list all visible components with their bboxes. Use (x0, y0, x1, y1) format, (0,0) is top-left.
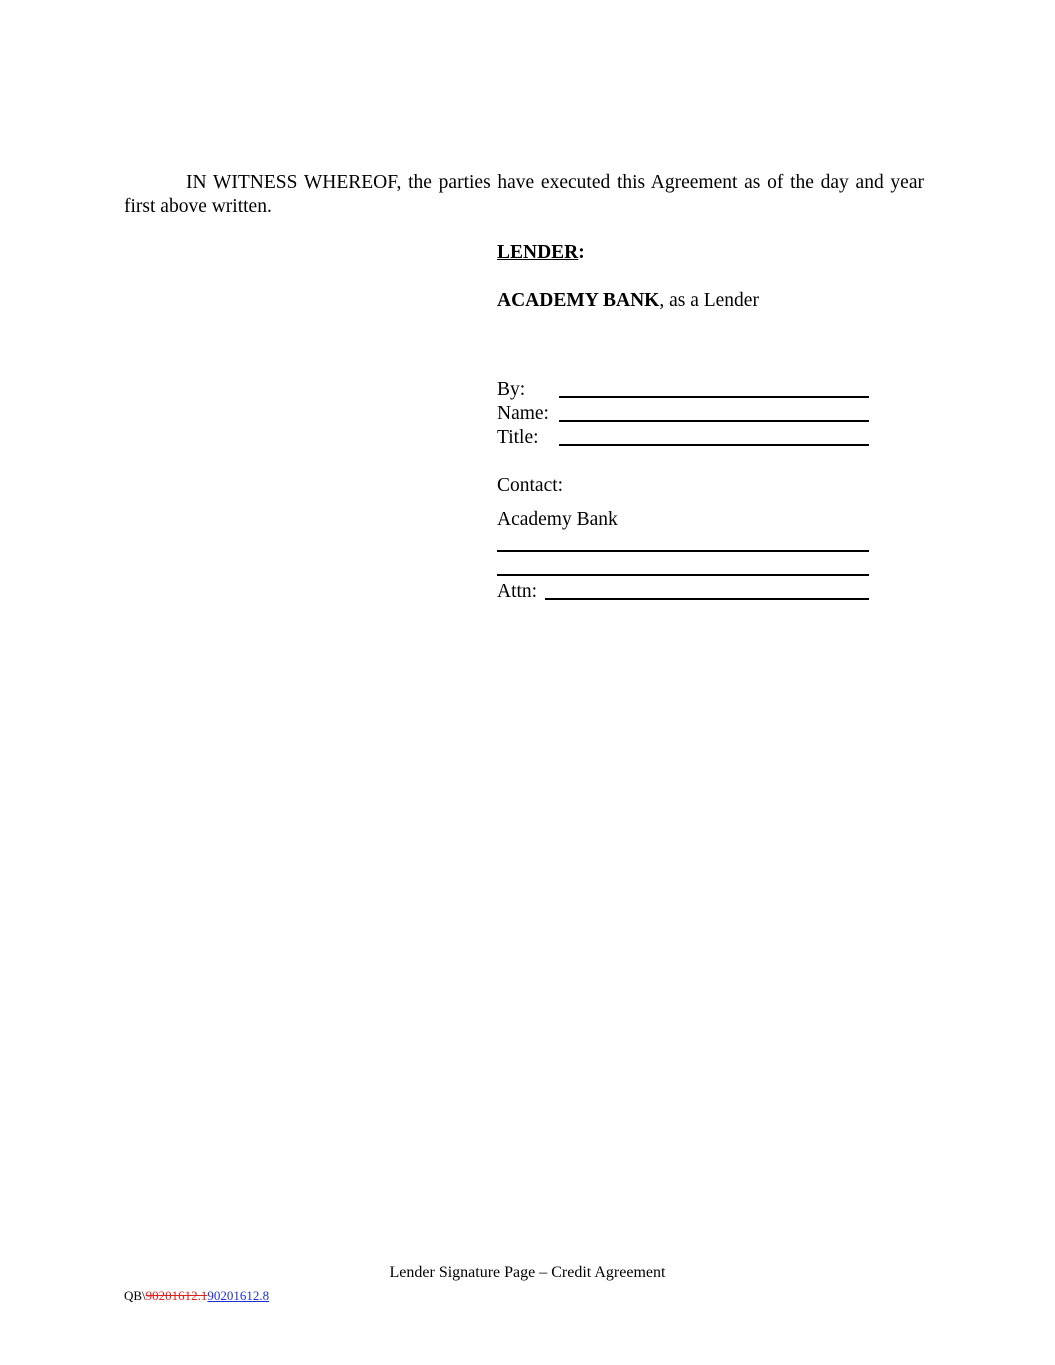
doc-id-deleted: 90201612.1 (145, 1288, 208, 1303)
lender-entity-line (497, 289, 877, 313)
address-line-1-rule (497, 550, 869, 552)
contact-name: Academy Bank (497, 509, 618, 530)
signature-title-row (497, 426, 877, 450)
attn-line (545, 598, 869, 600)
title-signature-line (559, 444, 869, 446)
name-label: Name: (497, 403, 549, 424)
signature-name-row (497, 402, 877, 426)
lender-heading-text: LENDER (497, 242, 579, 263)
by-label: By: (497, 379, 526, 400)
document-id (124, 1288, 269, 1304)
contact-address-line-2 (497, 556, 877, 580)
address-line-2-rule (497, 574, 869, 576)
lender-heading-colon: : (578, 242, 585, 263)
contact-address-line-1 (497, 532, 877, 556)
signature-fields (497, 378, 877, 450)
signature-by-row (497, 378, 877, 402)
lender-heading (497, 241, 877, 265)
lender-entity-role: , as a Lender (659, 290, 759, 311)
lender-entity-name: ACADEMY BANK (497, 290, 660, 311)
doc-id-inserted: 90201612.8 (207, 1288, 270, 1303)
by-signature-line (559, 396, 869, 398)
contact-label: Contact: (497, 475, 564, 496)
doc-id-prefix: QB\ (124, 1288, 146, 1303)
title-label: Title: (497, 427, 539, 448)
attn-label: Attn: (497, 581, 538, 602)
contact-attn-row (497, 580, 877, 604)
lender-signature-block (497, 241, 877, 604)
witness-preamble: IN WITNESS WHEREOF, the parties have executed this Agreement as of the day and year first above written. (124, 172, 924, 217)
name-signature-line (559, 420, 869, 422)
footer-page-title: Lender Signature Page – Credit Agreement (389, 1264, 666, 1281)
